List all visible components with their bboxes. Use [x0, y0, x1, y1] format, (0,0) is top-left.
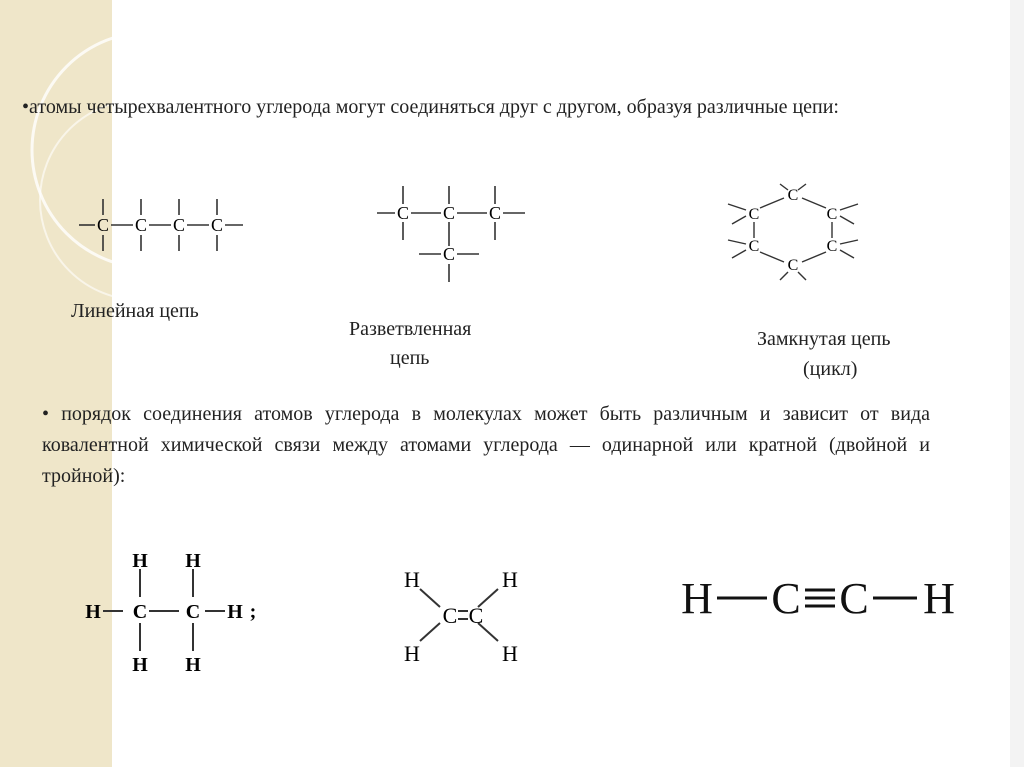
carbon-atom: C	[787, 187, 799, 204]
carbon-atom: C	[839, 574, 869, 623]
hydrogen-atom: H	[502, 567, 518, 592]
carbon-atom: C	[134, 215, 148, 235]
carbon-atom: C	[826, 206, 838, 223]
intro-paragraph: •атомы четырехвалентного углерода могут соединяться друг с другом, образуя различные цепи:	[22, 96, 839, 118]
ethene-structure	[392, 555, 527, 673]
carbon-atom: C	[442, 244, 456, 264]
hydrogen-atom: H	[185, 654, 201, 676]
hydrogen-atom: H	[502, 641, 518, 666]
ethane-semicolon: ;	[249, 601, 257, 623]
carbon-atom: C	[442, 603, 458, 628]
carbon-atom: C	[748, 238, 760, 255]
carbon-atom: C	[185, 601, 201, 623]
carbon-atom: C	[396, 203, 410, 223]
carbon-atom: C	[132, 601, 148, 623]
bond-order-paragraph: • порядок соединения атомов углерода в молекулах может быть различным и зависит от вида ковалентной химической связи между атомами углерода — одинарной или кратной (двойной и тройной):	[42, 403, 930, 487]
branched-chain-diagram	[375, 180, 530, 288]
carbon-atom: C	[442, 203, 456, 223]
carbon-atom: C	[826, 238, 838, 255]
carbon-atom: C	[468, 603, 484, 628]
hydrogen-atom: H	[85, 601, 101, 623]
hydrogen-atom: H	[185, 553, 201, 572]
closed-chain-label-line2: (цикл)	[803, 358, 858, 380]
carbon-atom: C	[172, 215, 186, 235]
ethyne-structure	[675, 565, 965, 627]
hydrogen-atom: H	[132, 654, 148, 676]
carbon-atom: C	[488, 203, 502, 223]
hydrogen-atom: H	[681, 574, 713, 623]
linear-chain-label: Линейная цепь	[71, 300, 199, 322]
carbon-atom: C	[771, 574, 801, 623]
ethane-structure	[83, 553, 283, 683]
closed-chain-diagram	[718, 178, 868, 288]
carbon-atom: C	[748, 206, 760, 223]
right-edge	[1010, 0, 1024, 767]
carbon-atom: C	[787, 257, 799, 274]
carbon-atom: C	[210, 215, 224, 235]
hydrogen-atom: H	[404, 641, 420, 666]
hydrogen-atom: H	[404, 567, 420, 592]
branched-chain-label: Разветвленная	[349, 318, 472, 340]
hydrogen-atom: H	[923, 574, 955, 623]
hydrogen-atom: H	[132, 553, 148, 572]
hydrogen-atom: H	[227, 601, 243, 623]
carbon-atom: C	[96, 215, 110, 235]
linear-chain-diagram	[75, 195, 245, 255]
branched-chain-label-line2: цепь	[390, 347, 430, 369]
closed-chain-label: Замкнутая цепь	[757, 328, 891, 350]
